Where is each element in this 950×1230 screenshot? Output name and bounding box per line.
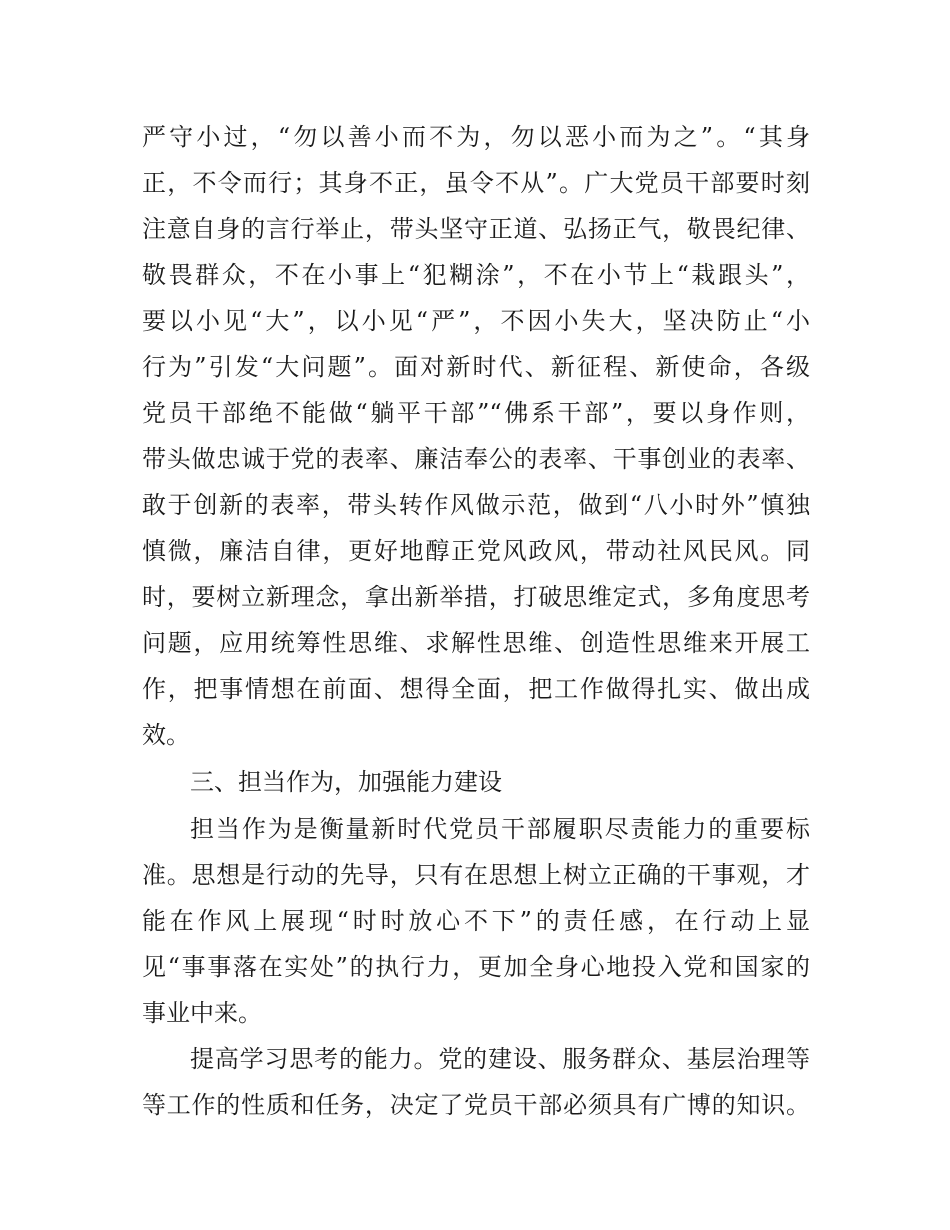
body-text-line: 作，把事情想在前面、想得全面，把工作做得扎实、做出成 (142, 675, 810, 703)
body-text-line: 严守小过，“勿以善小而不为，勿以恶小而为之”。“其身 (142, 123, 810, 151)
body-text-line: 带头做忠诚于党的表率、廉洁奉公的表率、干事创业的表率、 (142, 445, 810, 473)
body-text-line: 事业中来。 (142, 999, 262, 1027)
paragraph-first-line: 担当作为是衡量新时代党员干部履职尽责能力的重要标 (190, 815, 810, 843)
body-text-line: 能在作风上展现“时时放心不下”的责任感，在行动上显 (142, 907, 810, 935)
body-text-line: 等工作的性质和任务，决定了党员干部必须具有广博的知识。 (142, 1091, 810, 1119)
body-text-line: 敬畏群众，不在小事上“犯糊涂”，不在小节上“栽跟头”， (142, 261, 810, 289)
body-text-line: 见“事事落在实处”的执行力，更加全身心地投入党和国家的 (142, 953, 810, 981)
body-text-line: 敢于创新的表率，带头转作风做示范，做到“八小时外”慎独 (142, 491, 810, 519)
body-text-line: 问题，应用统筹性思维、求解性思维、创造性思维来开展工 (142, 629, 810, 657)
paragraph-first-line: 提高学习思考的能力。党的建设、服务群众、基层治理等 (190, 1045, 810, 1073)
body-text-line: 注意自身的言行举止，带头坚守正道、弘扬正气，敬畏纪律、 (142, 215, 810, 243)
body-text-line: 行为”引发“大问题”。面对新时代、新征程、新使命，各级 (142, 353, 810, 381)
body-text-line: 正，不令而行；其身不正，虽令不从”。广大党员干部要时刻 (142, 169, 810, 197)
body-text-line: 准。思想是行动的先导，只有在思想上树立正确的干事观，才 (142, 861, 810, 889)
body-text-line: 要以小见“大”，以小见“严”，不因小失大，坚决防止“小 (142, 307, 810, 335)
body-text-line: 效。 (142, 721, 190, 749)
body-text-line: 慎微，廉洁自律，更好地醇正党风政风，带动社风民风。同 (142, 537, 810, 565)
body-text-line: 党员干部绝不能做“躺平干部”“佛系干部”，要以身作则， (142, 399, 810, 427)
body-text-line: 时，要树立新理念，拿出新举措，打破思维定式，多角度思考 (142, 583, 810, 611)
section-heading: 三、担当作为，加强能力建设 (190, 768, 502, 796)
